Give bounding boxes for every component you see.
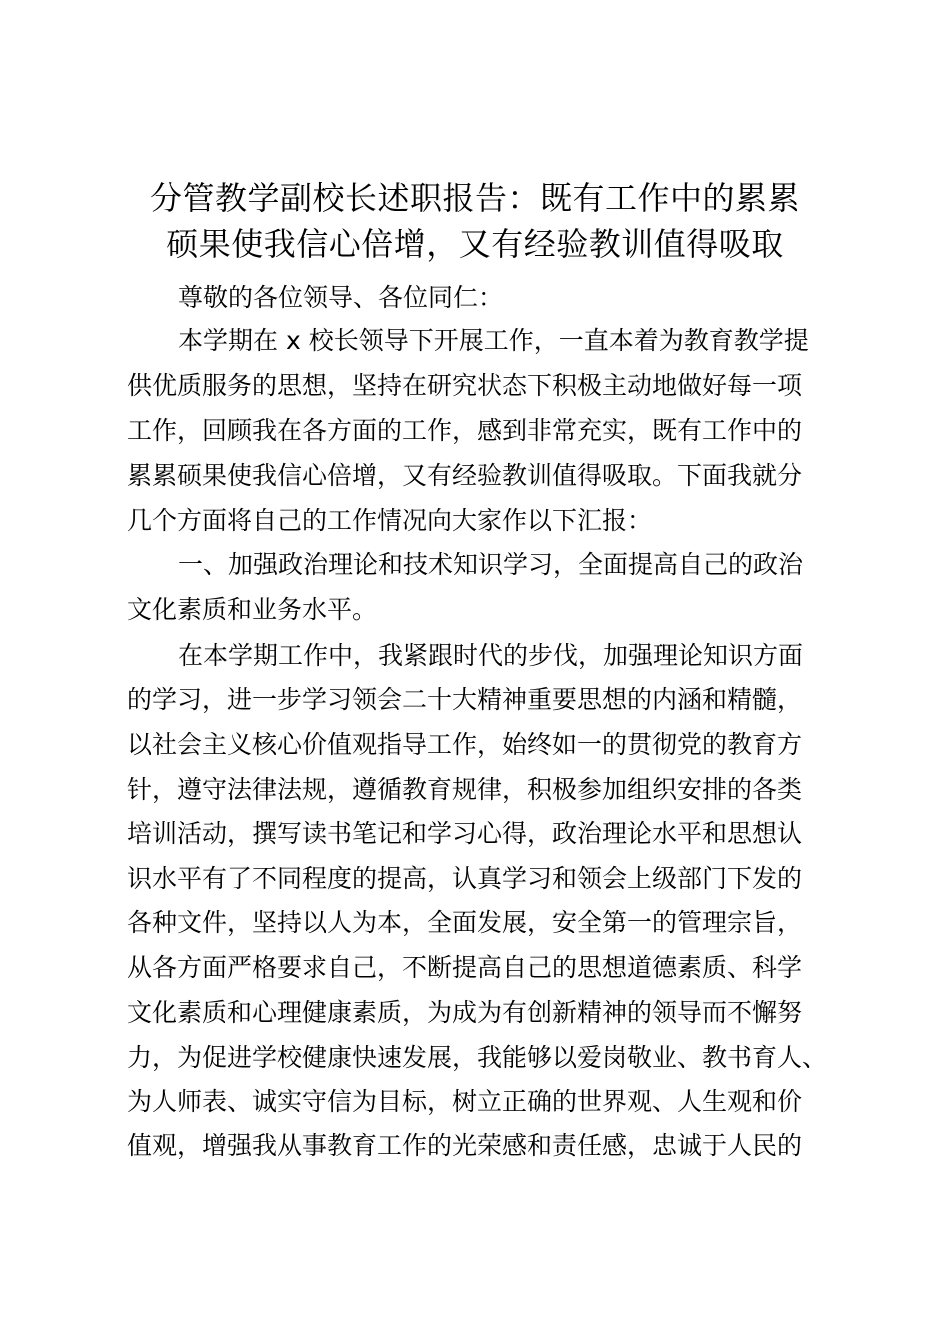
body-line: 的学习，进一步学习领会二十大精神重要思想的内涵和精髓， [127, 685, 803, 714]
body-line: 文化素质和心理健康素质，为成为有创新精神的领导而不懈努 [127, 998, 803, 1027]
section-heading-line: 一、加强政治理论和技术知识学习，全面提高自己的政治 [178, 550, 804, 579]
body-line: 供优质服务的思想，坚持在研究状态下积极主动地做好每一项 [127, 371, 803, 400]
body-line: 力，为促进学校健康快速发展，我能够以爱岗敬业、教书育人、 [127, 1043, 828, 1072]
body-line: 为人师表、诚实守信为目标，树立正确的世界观、人生观和价 [127, 1087, 803, 1116]
body-line: 识水平有了不同程度的提高，认真学习和领会上级部门下发的 [127, 864, 803, 893]
section-heading-line: 文化素质和业务水平。 [127, 595, 378, 624]
body-line: 在本学期工作中，我紧跟时代的步伐，加强理论知识方面 [178, 641, 804, 670]
body-line: 针，遵守法律法规，遵循教育规律，积极参加组织安排的各类 [127, 775, 803, 804]
document-title-line-1: 分管教学副校长述职报告：既有工作中的累累 [149, 179, 800, 217]
document-title-line-2: 硕果使我信心倍增，又有经验教训值得吸取 [166, 225, 784, 263]
body-line: 各种文件，坚持以人为本，全面发展，安全第一的管理宗旨， [127, 908, 803, 937]
body-line: 以社会主义核心价值观指导工作，始终如一的贯彻党的教育方 [127, 730, 803, 759]
body-line: 值观，增强我从事教育工作的光荣感和责任感，忠诚于人民的 [127, 1131, 803, 1160]
body-line: 本学期在 x 校长领导下开展工作，一直本着为教育教学提 [178, 326, 809, 355]
body-line: 累累硕果使我信心倍增，又有经验教训值得吸取。下面我就分 [127, 461, 803, 490]
salutation: 尊敬的各位领导、各位同仁： [178, 283, 504, 312]
body-line: 几个方面将自己的工作情况向大家作以下汇报： [127, 506, 653, 535]
body-line: 培训活动，撰写读书笔记和学习心得，政治理论水平和思想认 [127, 819, 803, 848]
body-line: 从各方面严格要求自己，不断提高自己的思想道德素质、科学 [127, 953, 803, 982]
body-line: 工作，回顾我在各方面的工作，感到非常充实，既有工作中的 [127, 416, 803, 445]
